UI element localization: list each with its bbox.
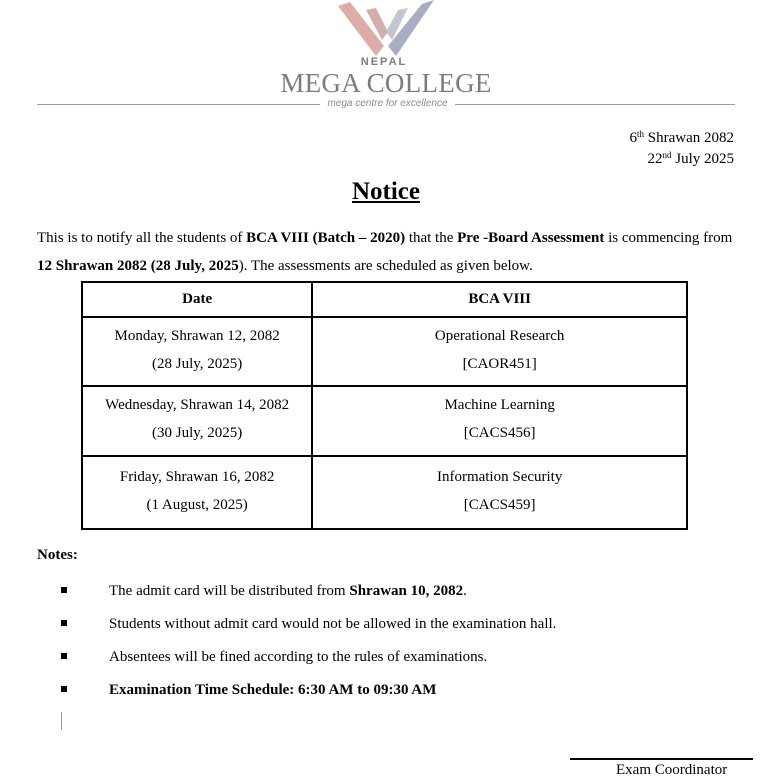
subject-cell: Information Security [CACS459]: [312, 456, 687, 529]
college-name: MEGA COLLEGE: [280, 68, 492, 98]
date-cell: Friday, Shrawan 16, 2082 (1 August, 2025): [82, 456, 312, 529]
notice-dates: [629, 128, 734, 170]
bullet-icon: [61, 620, 67, 626]
notice-title: Notice: [351, 178, 421, 205]
subject-cell: Operational Research [CAOR451]: [312, 317, 687, 386]
signature-line: [570, 758, 753, 760]
subject-cell: Machine Learning [CACS456]: [312, 386, 687, 456]
college-logo-icon: [336, 0, 436, 60]
list-item: [61, 679, 741, 701]
bullet-icon: [61, 587, 67, 593]
notes-heading: Notes:: [37, 547, 78, 563]
table-row: [82, 386, 687, 456]
text-cursor: [61, 712, 62, 730]
nepali-date: 6th Shrawan 2082: [629, 129, 734, 146]
note-text: Examination Time Schedule: 6:30 AM to 09:30 AM: [109, 682, 437, 698]
note-text: Students without admit card would not be allowed in the examination hall.: [109, 616, 557, 632]
table-row: [82, 456, 687, 529]
notice-intro: This is to notify all the students of BCA VIII (Batch – 2020) that the Pre -Board Assessment is commencing from 12 Shrawan 2082 (28 July, 2025). The assessments are scheduled as given below.: [37, 230, 733, 274]
bullet-icon: [61, 686, 67, 692]
table-row: [82, 317, 687, 386]
column-header-date: Date: [82, 282, 312, 317]
list-item: [61, 613, 741, 635]
college-tagline: mega centre for excellence: [320, 98, 455, 109]
exam-schedule-table: [81, 281, 688, 530]
note-text: The admit card will be distributed from Shrawan 10, 2082.: [109, 583, 467, 599]
column-header-program: BCA VIII: [312, 282, 687, 317]
english-date: 22nd July 2025: [647, 150, 734, 167]
table-header-row: [82, 282, 687, 317]
note-text: Absentees will be fined according to the rules of examinations.: [109, 649, 488, 665]
date-cell: Monday, Shrawan 12, 2082 (28 July, 2025): [82, 317, 312, 386]
header-rule-right: [455, 104, 735, 105]
date-cell: Wednesday, Shrawan 14, 2082 (30 July, 2025): [82, 386, 312, 456]
header-rule-left: [37, 104, 320, 105]
bullet-icon: [61, 653, 67, 659]
signature-label: Exam Coordinator: [616, 762, 728, 778]
logo-text-nepal: NEPAL: [360, 56, 408, 68]
list-item: [61, 580, 741, 602]
list-item: [61, 646, 741, 668]
